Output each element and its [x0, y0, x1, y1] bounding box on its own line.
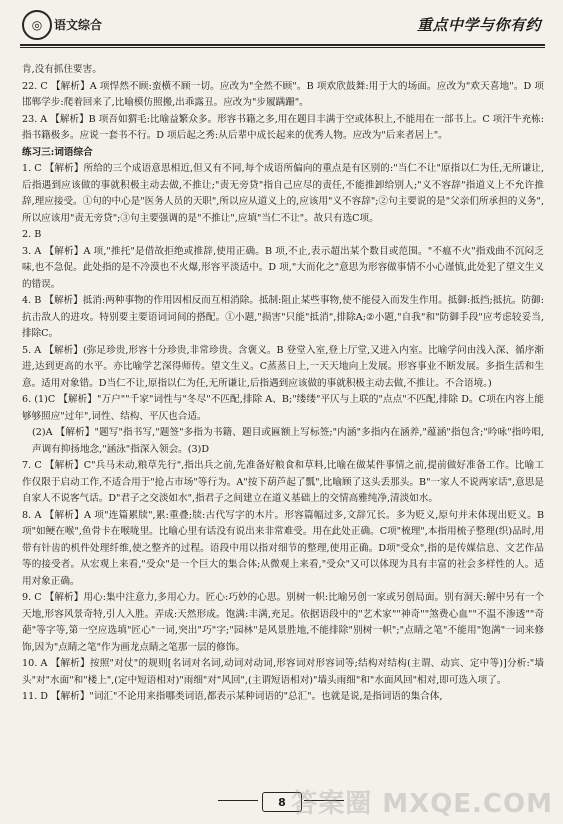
answer-line: 22. C 【解析】A 项悍然不顾:蛮横不顾一切。应改为"全然不顾"。B 项欢欣鼓舞:用于大的场面。应改为"欢天喜地"。D 项邯郸学步:爬着回来了,比喻模仿照搬,出乖露丑。应改为"步履蹒跚"。 [22, 80, 544, 108]
answer-line: 7. C 【解析】C"兵马未动,粮草先行",指出兵之前,先准备好粮食和草料,比喻在做某件事情之前,提前做好准备工作。比喻工作仅限于启动工作,不适合用于"抢占市场"等行为。A"按下葫芦起了瓢",比喻顾了这头丢那头。B"一家人不说两家话",意思是自家人不说客气话。D"君子之交淡如水",指君子之间建立在道义基础上的交情高雅纯净,清淡如水。 [22, 460, 544, 504]
page-number: 8 [262, 792, 302, 812]
answer-line: 1. C 【解析】所给的三个成语意思相近,但又有不同,每个成语所偏向的重点是有区别的:"当仁不让"原指以仁为任,无所谦让,后指遇到应该做的事就积极主动去做,不推让;"责无旁贷"指自己应尽的责任,不能推卸给别人;"义不容辞"指道义上不允许推辞,理应接受。①句的中心是"医务人员的天职",所以应从道义上的,应该用"义不容辞";②句主要说的是"父亲们所承担的义务",所以应该用"责无旁贷";③句主要强调的是"不推让",应填"当仁不让"。故只有选C项。 [22, 163, 544, 224]
footer-ornament-left [218, 800, 258, 801]
school-logo-icon: ◎ [22, 10, 52, 40]
answer-line: (2)A 【解析】"题写"指书写,"题签"多指为书籍、题目或匾额上写标签;"内涵"多指内在涵养,"蕴涵"指包含;"吟咏"指吟唱,声调有抑扬地念,"涵泳"指深入领会。(3)D [32, 427, 544, 455]
watermark-logo: 答案圈 MXQE.COM [291, 789, 553, 819]
answer-line: 5. A 【解析】(弥足珍贵,形容十分珍贵,非常珍贵。含褒义。B 登堂入室,登上厅堂,又进入内室。比喻学问由浅入深、循序渐进,达到更高的水平。亦比喻学艺深得师传。望文生义。C蒸蒸日上,一天天地向上发展。形容事业不断发展。多指生活和生意。适用对象错。D当仁不让,原指以仁为任,无所谦让,后指遇到应该做的事就积极主动去做,不推让。不合语境。) [22, 344, 544, 389]
answer-line: 9. C 【解析】用心:集中注意力,多用心力。匠心:巧妙的心思。别树一帜:比喻另创一家或另创局面。别有洞天:解中另有一个天地,形容风景奇特,引人入胜。弄成:天然形成。饱满:丰满,充足。依据语段中的"艺术家""神奇""煞费心血""不温不渗透""奇葩"等字等,第一空应选填"匠心"一词,突出"巧"字;"园林"是风景胜地,不能排除"别树一帜";"点睛之笔"不能用"饱满"一词来修饰,因为"点睛之笔"作为画龙点睛之笔那一层的修饰。 [22, 592, 544, 653]
answer-content [22, 62, 544, 706]
answer-line: 4. B 【解析】抵消:两种事物的作用因相反而互相消除。抵制:阻止某些事物,使不能侵入而发生作用。抵御:抵挡;抵抗。防御:抗击敌人的进攻。特别要主要语词词间的搭配。①小题,"损害"只能"抵消",排除A;②小题,"自我"和"防御手段"应考虑较妥当,排除C。 [22, 295, 544, 339]
answer-line: 8. A 【解析】A 项"连篇累牍",累:重叠;牍:古代写字的木片。形容篇幅过多,文辞冗长。多为贬义,原句并未体现出贬义。B 项"如鲠在喉",鱼骨卡在喉咙里。比喻心里有话没有说出来非常难受。用在此处正确。C项"梳理",本指用梳子整理(织)品时,用带有针齿的机件处理纤维,使之整齐的过程。语段中用以指对细节的整理,使用正确。D项"受众",指的是传媒信息、文艺作品等的接受者。从宏观上来看,"受众"是一个巨大的集合体;从微观上来看,"受众"又可以体现为具有丰富的社会多样性的人。适用对象正确。 [22, 509, 544, 587]
answer-line: 3. A 【解析】A 项,"推托"是借故拒绝或推辞,使用正确。B 项,不止,表示超出某个数目或范围。"不瘟不火"指戏曲不沉闷乏味,也不急促。此处指的是不冷漠也不火爆,形容平淡适中。D 项,"大而化之"意思为形容做事情不小心谨慎,此处犯了望文生义的错误。 [22, 245, 544, 290]
answer-line: 11. D 【解析】"词汇"不论用来指哪类词语,都表示某种词语的"总汇"。也就是说,是指词语的集合体, [22, 691, 443, 702]
section-heading: 练习三:词语综合 [22, 146, 93, 158]
answer-line: 10. A 【解析】按照"对仗"的规则[名词对名词,动词对动词,形容词对形容词等;结构对结构(主谓、动宾、定中等)]分析:"墙头"对"水面"和"楼上",(定中短语相对)"雨细"对"风回",(主谓短语相对)"墙头雨细"和"水面风回"相对,即可选入项了。 [22, 658, 544, 686]
answer-line: 6. (1)C 【解析】"万户""千家"词性与"冬尽"不匹配,排除 A、B;"缕缕"平仄与上联的"点点"不匹配,排除 D。C项在内容上能够够照应"过年",词性、结构、平仄也合适。 [22, 394, 544, 422]
answer-line: 2. B [22, 229, 42, 240]
brand-title: 重点中学与你有约 [416, 16, 541, 34]
header-divider [20, 44, 545, 46]
header-divider-thin [20, 47, 545, 48]
page-header [0, 0, 563, 50]
subject-title: 语文综合 [54, 18, 103, 32]
answer-line: 23. A 【解析】B 项吾如猬毛:比喻益繁众多。形容书籍之多,用在题目丰满于空或体积上,不能用在一部书上。C 项汗牛充栋:指书籍极多。应说一套书不行。D 项后起之秀:从后辈中成长起来的优秀人物。应改为"后来者居上"。 [22, 113, 544, 141]
answer-line: 肯,没有抓住要害。 [22, 64, 102, 75]
